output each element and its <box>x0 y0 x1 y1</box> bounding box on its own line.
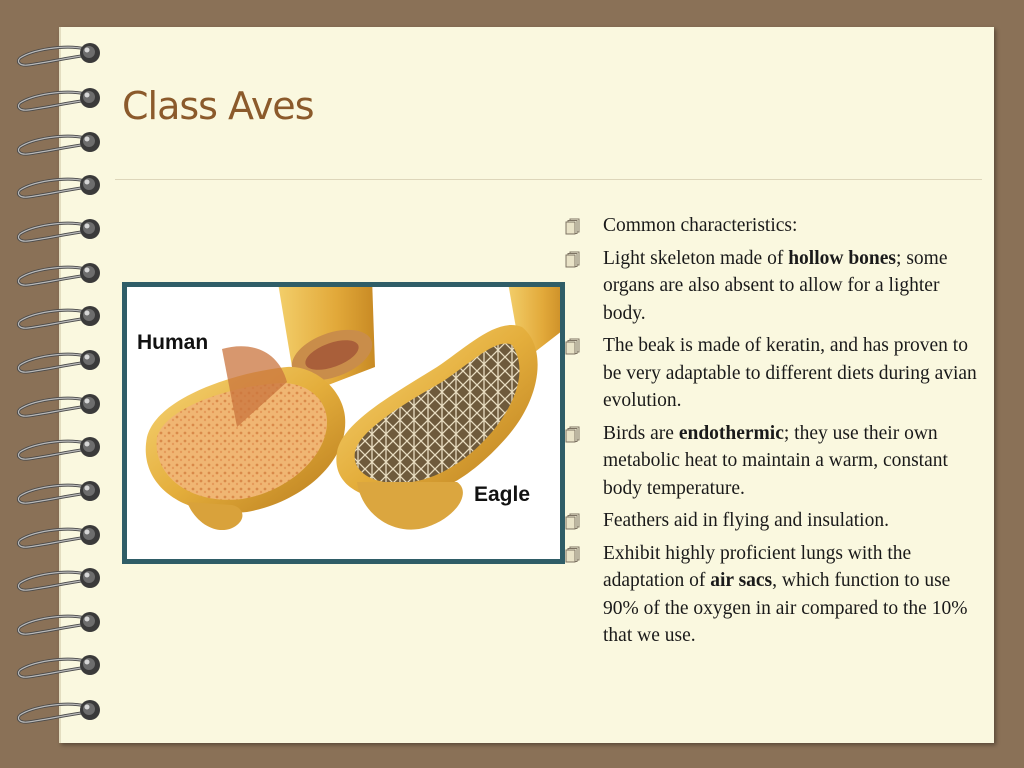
bullet-item <box>565 212 985 240</box>
binding-ring <box>14 129 106 159</box>
slide-title: Class Aves <box>122 84 314 128</box>
binding-ring <box>14 303 106 333</box>
binding-ring <box>14 609 106 639</box>
page-stack-icon <box>565 513 581 530</box>
page-stack-icon <box>565 338 581 355</box>
bullet-text: The beak is made of keratin, and has proven to be very adaptable to different diets during avian evolution. <box>603 335 977 411</box>
binding-ring <box>14 652 106 682</box>
human-bone-graphic <box>146 287 379 530</box>
binding-ring <box>14 40 106 70</box>
bone-illustration <box>127 287 560 559</box>
binding-ring <box>14 434 106 464</box>
bullet-item <box>565 507 985 535</box>
bullet-text: Exhibit highly proficient lungs with the adaptation of <box>603 542 912 591</box>
bullet-bold-term: hollow bones <box>788 247 897 269</box>
binding-ring <box>14 478 106 508</box>
page-stack-icon <box>565 218 581 235</box>
bullet-item <box>565 332 985 415</box>
bullet-item <box>565 540 985 650</box>
bullet-text-continued: ; some organs are also absent to allow for a lighter body. <box>603 247 948 324</box>
binding-ring <box>14 391 106 421</box>
figure-label-human: Human <box>137 331 209 354</box>
page-stack-icon <box>565 546 581 563</box>
binding-ring <box>14 565 106 595</box>
binding-ring <box>14 216 106 246</box>
binding-ring <box>14 172 106 202</box>
bullet-list <box>565 212 985 655</box>
page-stack-icon <box>565 426 581 443</box>
bullet-bold-term: endothermic <box>678 422 784 444</box>
bullet-text: Common characteristics: <box>603 215 798 236</box>
binding-ring <box>14 697 106 727</box>
bullet-text-continued: , which function to use 90% of the oxygen in air compared to the 10% that we use. <box>603 570 968 646</box>
bone-comparison-figure <box>122 282 565 564</box>
bullet-item <box>565 420 985 503</box>
bullet-text: Feathers aid in flying and insulation. <box>603 510 889 531</box>
bullet-text: Birds are <box>603 422 679 444</box>
binding-ring <box>14 522 106 552</box>
binding-ring <box>14 347 106 377</box>
bullet-text: Light skeleton made of <box>603 247 789 269</box>
bullet-text-continued: ; they use their own metabolic heat to maintain a warm, constant body temperature. <box>603 422 948 499</box>
page-stack-icon <box>565 251 581 268</box>
binding-ring <box>14 85 106 115</box>
bullet-item <box>565 245 985 328</box>
title-divider <box>115 179 982 180</box>
bullet-bold-term: air sacs <box>710 570 773 591</box>
figure-label-eagle: Eagle <box>474 483 531 506</box>
binding-ring <box>14 260 106 290</box>
